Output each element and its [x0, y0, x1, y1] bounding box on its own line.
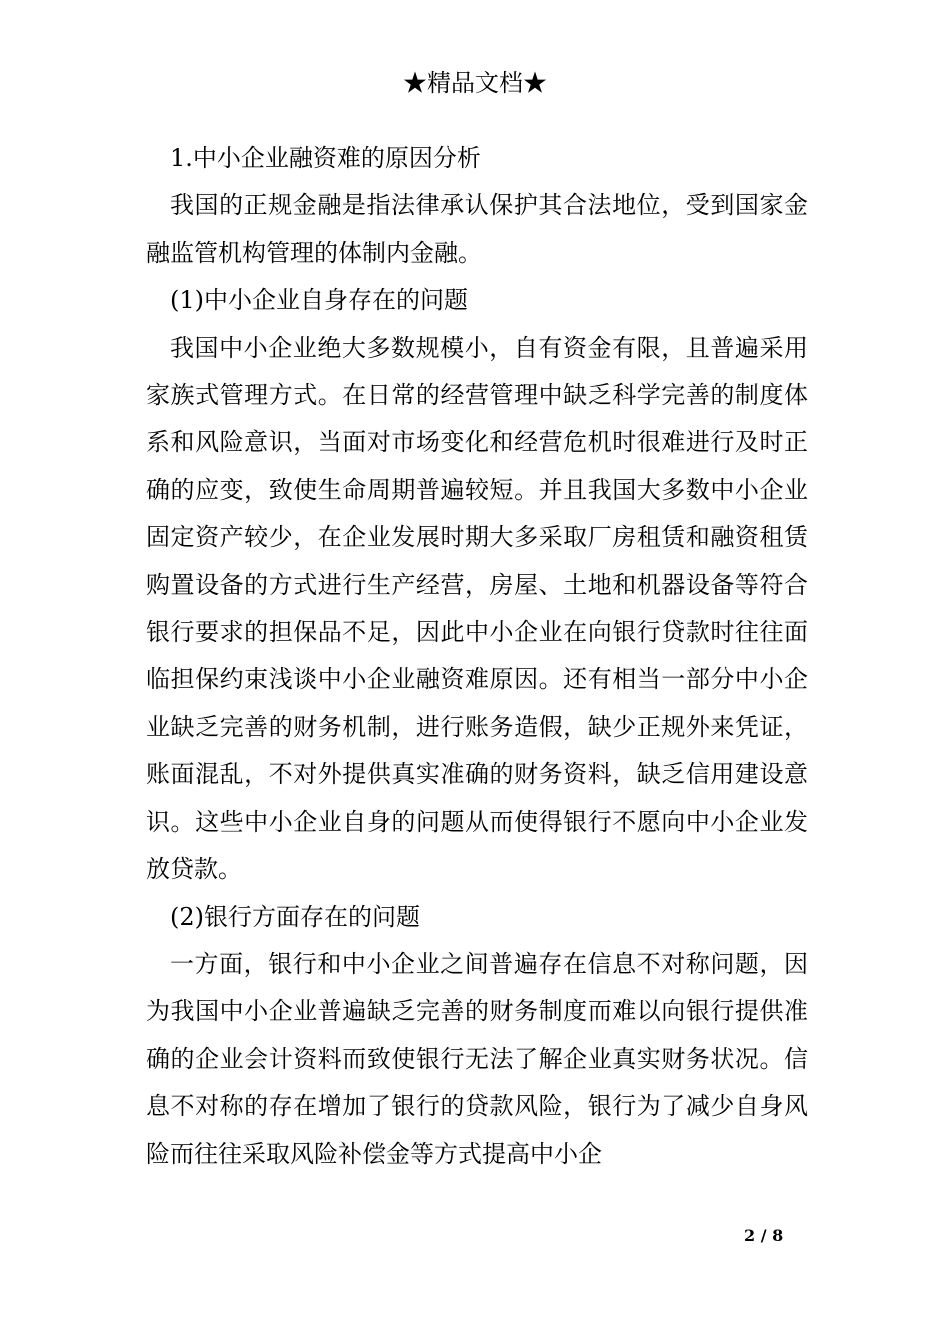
- page-number: 2 / 8: [744, 1226, 784, 1245]
- paragraph-1: 我国的正规金融是指法律承认保护其合法地位，受到国家金融监管机构管理的体制内金融。: [146, 191, 808, 267]
- paragraph-3: 一方面，银行和中小企业之间普遍存在信息不对称问题，因为我国中小企业普遍缺乏完善的财务制度而难以向银行提供准确的企业会计资料而致使银行无法了解企业真实财务状况。信息不对称的存在增加了银行的贷款风险，银行为了减少自身风险而往往采取风险补偿金等方式提高中小企: [146, 949, 808, 1168]
- section-heading-2: (1)中小企业自身存在的问题: [170, 286, 468, 315]
- page-header-title: ★精品文档★: [403, 69, 547, 97]
- section-heading-1: 1.中小企业融资难的原因分析: [170, 144, 481, 172]
- section-heading-3: (2)银行方面存在的问题: [170, 902, 420, 931]
- document-body: [146, 135, 808, 1178]
- paragraph-2: 我国中小企业绝大多数规模小，自有资金有限，且普遍采用家族式管理方式。在日常的经营管理中缺乏科学完善的制度体系和风险意识，当面对市场变化和经营危机时很难进行及时正确的应变，致使生命周期普遍较短。并且我国大多数中小企业固定资产较少，在企业发展时期大多采取厂房租赁和融资租赁购置设备的方式进行生产经营，房屋、土地和机器设备等符合银行要求的担保品不足，因此中小企业在向银行贷款时往往面临担保约束浅谈中小企业融资难原因。还有相当一部分中小企业缺乏完善的财务机制，进行账务造假，缺少正规外来凭证，账面混乱，不对外提供真实准确的财务资料，缺乏信用建设意识。这些中小企业自身的问题从而使得银行不愿向中小企业发放贷款。: [146, 333, 808, 884]
